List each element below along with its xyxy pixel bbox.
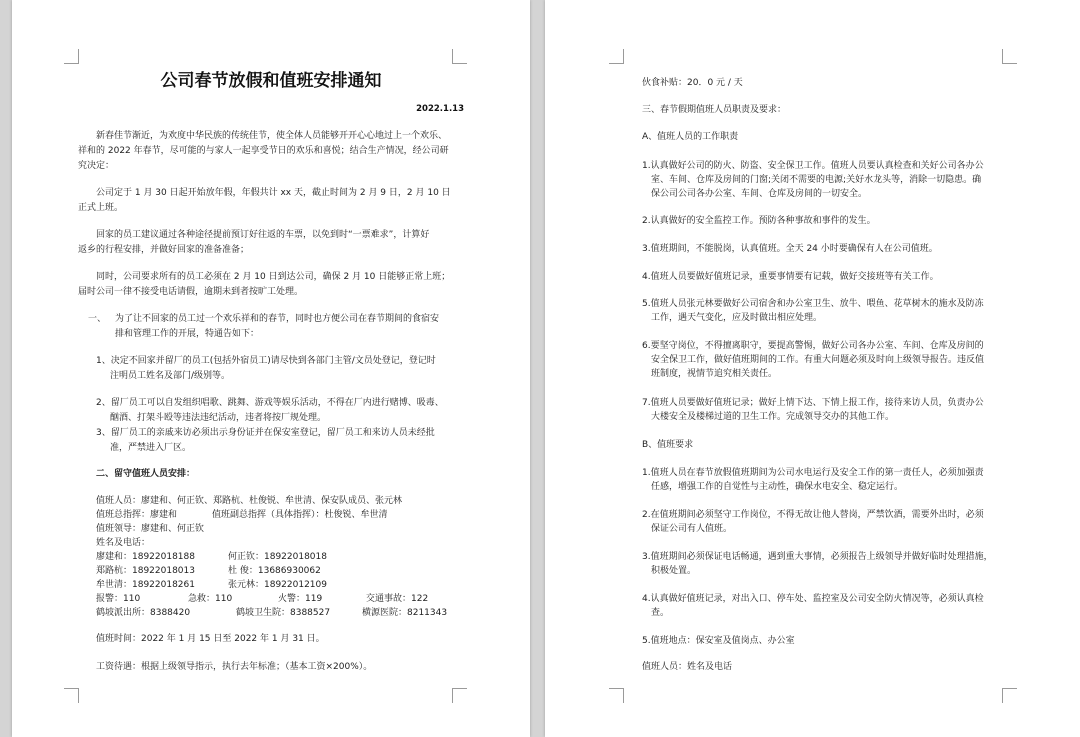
duty-item: 2.认真做好的安全监控工作。预防各种事故和事件的发生。 [642, 216, 876, 226]
crop-mark [609, 49, 624, 64]
requirement-item: 4.认真做好值班记录，对出入口、停车处、监控室及公司安全防火情况等，必须认真检 [642, 594, 984, 604]
list-item: 注明员工姓名及部门/级别等。 [110, 371, 231, 381]
crop-mark [609, 688, 624, 703]
list-item: 准，严禁进入厂区。 [110, 443, 192, 453]
duty-chief: 值班总指挥：廖建和 [96, 510, 178, 520]
section-a-title: A、值班人员的工作职责 [642, 132, 739, 142]
requirement-item: 积极处置。 [651, 566, 697, 576]
return-line: 同时，公司要求所有的员工必须在 2 月 10 日到达公司，确保 2 月 10 日能够正常上班； [96, 272, 451, 282]
intro-line: 祥和的 2022 年春节，尽可能的与家人一起享受节日的欢乐和喜悦；结合生产情况，经公司研 [78, 146, 449, 156]
requirement-item: 任感，增强工作的自觉性与主动性，确保水电安全、稳定运行。 [651, 482, 904, 492]
section-1-line: 为了让不回家的员工过一个欢乐祥和的春节，同时也方便公司在春节期间的食宿安 [115, 314, 440, 324]
document-title: 公司春节放假和值班安排通知 [160, 71, 382, 91]
duty-item: 7.值班人员要做好值班记录；做好上情下达、下情上报工作，接待来访人员，负责办公 [642, 398, 984, 408]
meal-allowance: 伙食补贴：20．0 元 / 天 [642, 78, 743, 88]
holiday-line: 正式上班。 [78, 203, 124, 213]
section-b-title: B、值班要求 [642, 440, 694, 450]
list-item: 酗酒、打架斗殴等违法违纪活动，违者将按厂规处理。 [110, 413, 327, 423]
requirement-item: 1.值班人员在春节放假值班期间为公司水电运行及安全工作的第一责任人，必须加强责 [642, 468, 984, 478]
list-item: 3、留厂员工的亲戚来访必须出示身份证并在保安室登记，留厂员工和来访人员未经批 [96, 428, 435, 438]
name-phone-label: 姓名及电话： [96, 538, 151, 548]
staff-names-label: 值班人员：姓名及电话 [642, 662, 733, 672]
crop-mark [452, 49, 467, 64]
section-1-number: 一、 [88, 314, 107, 324]
emergency-fire: 火警：119 [278, 594, 323, 604]
duty-item: 大楼安全及楼梯过道的卫生工作。完成领导交办的其他工作。 [651, 412, 895, 422]
requirement-item: 5.值班地点：保安室及值岗点、办公室 [642, 636, 795, 646]
duty-deputy: 值班副总指挥（具体指挥）：杜俊锐、牟世清 [212, 510, 388, 520]
crop-mark [64, 688, 79, 703]
intro-line: 新春佳节渐近，为欢度中华民族的传统佳节，使全体人员能够开开心心地过上一个欢乐、 [96, 131, 448, 141]
duty-item: 4.值班人员要做好值班记录，重要事情要有记载，做好交接班等有关工作。 [642, 272, 939, 282]
document-page-1 [12, 0, 530, 737]
emergency-police: 报警：110 [96, 594, 141, 604]
crop-mark [1002, 49, 1017, 64]
duty-item: 3.值班期间，不能脱岗，认真值班。全天 24 小时要确保有人在公司值班。 [642, 244, 938, 254]
contact-entry: 廖建和：18922018188 [96, 552, 195, 562]
duty-time: 值班时间：2022 年 1 月 15 日至 2022 年 1 月 31 日。 [96, 634, 325, 644]
contact-entry: 牟世清：18922018261 [96, 580, 195, 590]
section-1-line: 排和管理工作的开展，特通告如下： [115, 329, 260, 339]
requirement-item: 3.值班期间必须保证电话畅通，遇到重大事情，必须报告上级领导并做好临时处理措施， [642, 552, 993, 562]
document-page-2 [545, 0, 1080, 737]
holiday-line: 公司定于 1 月 30 日起开始放年假，年假共计 xx 天，截止时间为 2 月 9 日，2 月 10 日 [96, 188, 451, 198]
requirement-item: 保证公司有人值班。 [651, 524, 733, 534]
section-2-title: 二、留守值班人员安排： [96, 469, 196, 479]
contact-entry: 张元林：18922012109 [228, 580, 327, 590]
local-hospital: 横源医院：8211343 [362, 608, 448, 618]
local-clinic: 鹤坡卫生院：8388527 [236, 608, 331, 618]
section-3-title: 三、春节假期值班人员职责及要求： [642, 105, 787, 115]
duty-leader: 值班领导：廖建和、何正钦 [96, 524, 205, 534]
crop-mark [1002, 688, 1017, 703]
emergency-first-aid: 急救：110 [188, 594, 233, 604]
duty-item: 工作，遇天气变化，应及时做出相应处理。 [651, 313, 823, 323]
wage: 工资待遇：根据上级领导指示，执行去年标准；（基本工资×200%）。 [96, 662, 373, 672]
contact-entry: 杜 俊：13686930062 [228, 566, 321, 576]
duty-item: 6.要坚守岗位，不得擅离职守，要提高警惕，做好公司各办公室、车间、仓库及房间的 [642, 341, 984, 351]
duty-item: 1.认真做好公司的防火、防盗、安全保卫工作。值班人员要认真检查和关好公司各办公 [642, 161, 984, 171]
crop-mark [64, 49, 79, 64]
duty-item: 保公司公司各办公室、车间、仓库及房间的一切安全。 [651, 189, 868, 199]
document-date: 2022.1.13 [416, 104, 464, 114]
crop-mark [452, 688, 467, 703]
duty-item: 5.值班人员张元林要做好公司宿舍和办公室卫生、放牛、喂鱼、花草树木的施水及防冻 [642, 299, 984, 309]
duty-staff: 值班人员：廖建和、何正钦、郑路杭、杜俊锐、牟世清、保安队成员、张元林 [96, 496, 403, 506]
intro-line: 究决定： [78, 161, 115, 171]
contact-entry: 郑路杭：18922018013 [96, 566, 195, 576]
duty-item: 班制度，视情节追究相关责任。 [651, 369, 778, 379]
contact-entry: 何正钦：18922018018 [228, 552, 327, 562]
list-item: 2、留厂员工可以自发组织唱歌、跳舞、游戏等娱乐活动，不得在厂内进行赌博、吸毒、 [96, 398, 444, 408]
requirement-item: 查。 [651, 608, 670, 618]
list-item: 1、决定不回家并留厂的员工(包括外宿员工)请尽快到各部门主管/文员处登记，登记时 [96, 356, 436, 366]
travel-line: 回家的员工建议通过各种途径提前预订好往返的车票，以免到时“一票难求”，计算好 [96, 230, 430, 240]
local-police-station: 鹤坡派出所：8388420 [96, 608, 191, 618]
duty-item: 室、车间、仓库及房间的门窗;关闭不需要的电源;关好水龙头等，消除一切隐患。确 [651, 175, 982, 185]
requirement-item: 2.在值班期间必须坚守工作岗位，不得无故让他人替岗，严禁饮酒，需要外出时，必须 [642, 510, 984, 520]
duty-item: 安全保卫工作，做好值班期间的工作。有重大问题必须及时向上级领导报告。违反值 [651, 355, 985, 365]
return-line: 届时公司一律不接受电话请假，逾期未到者按旷工处理。 [78, 287, 304, 297]
travel-line: 返乡的行程安排，并做好回家的准备准备； [78, 245, 250, 255]
emergency-traffic: 交通事故：122 [366, 594, 429, 604]
